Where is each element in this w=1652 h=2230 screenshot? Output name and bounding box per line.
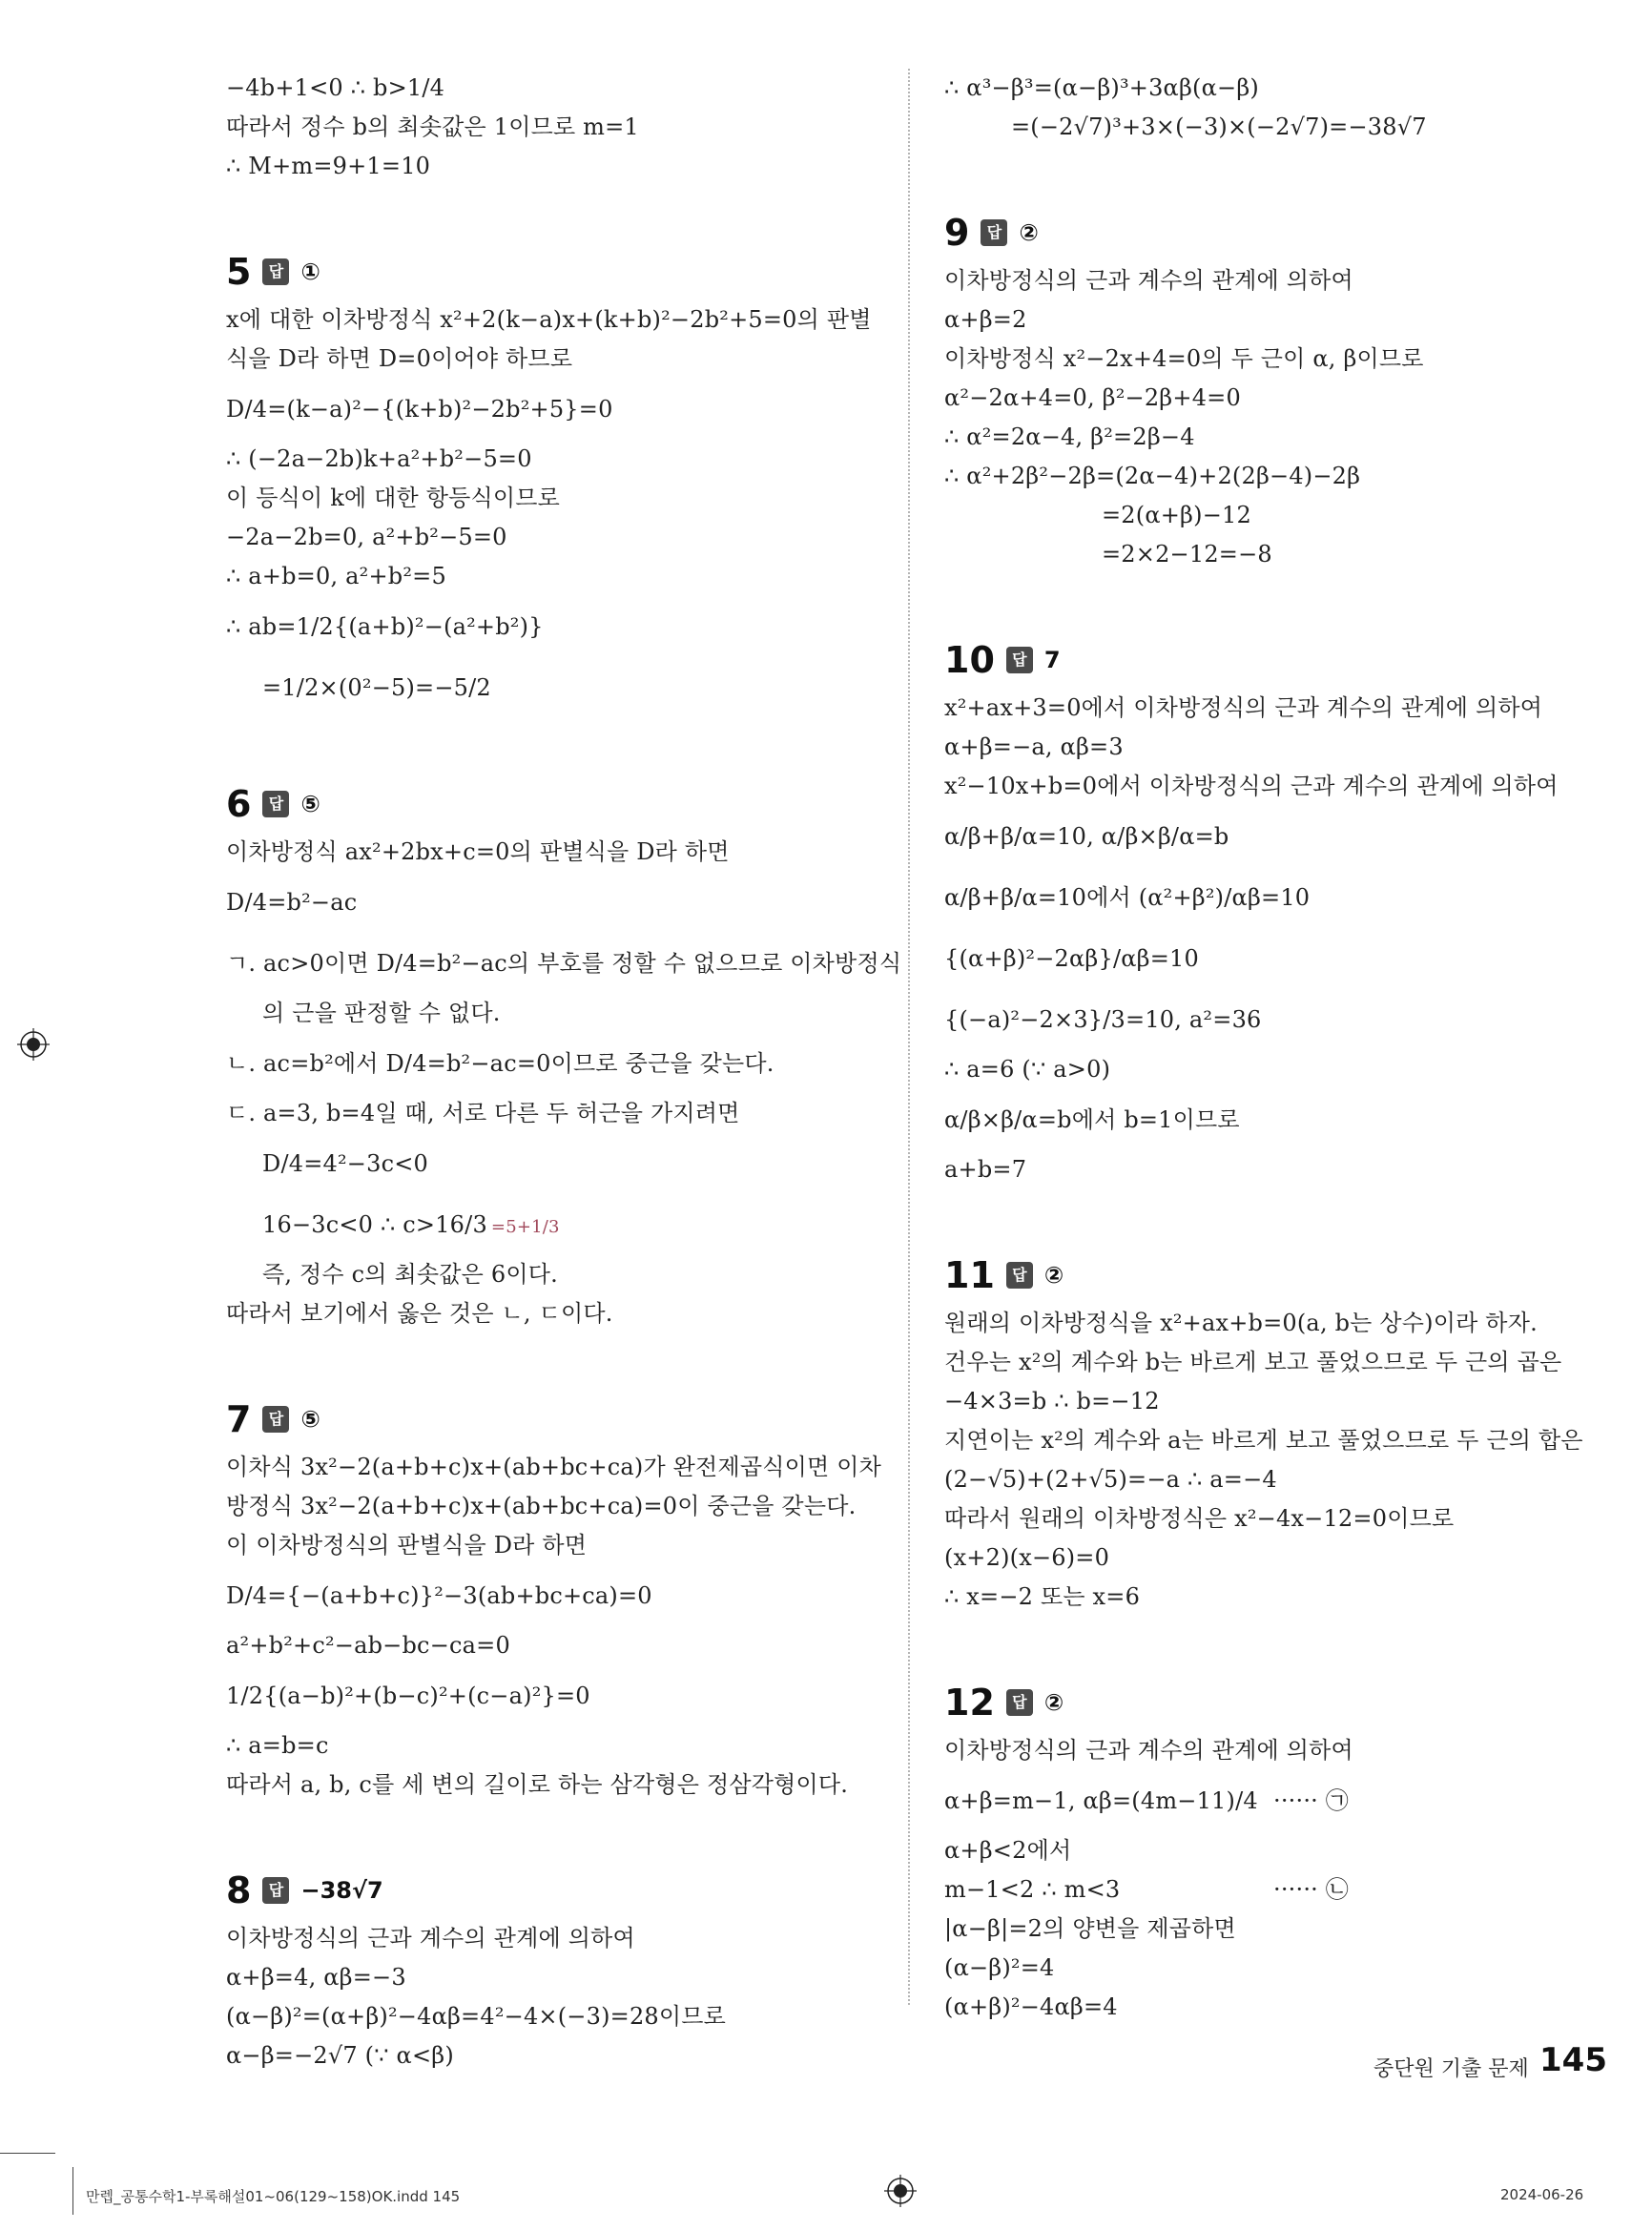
- section-gap: [944, 574, 1612, 633]
- problem-number: 10: [944, 639, 995, 681]
- solution-line: [944, 1421, 1612, 1460]
- solution-line: [944, 767, 1612, 806]
- solution-line: [944, 1870, 1612, 1910]
- crop-mark: [0, 2153, 55, 2154]
- solution-text: ∴ ab=1/2{(a+b)²−(a²+b²)}: [226, 613, 544, 640]
- solution-line: [944, 535, 1612, 574]
- solution-line: [226, 1448, 894, 1487]
- solution-line: [944, 1150, 1612, 1189]
- solution-text: =(−2√7)³+3×(−3)×(−2√7)=−38√7: [1011, 114, 1427, 140]
- solution-line: [944, 1382, 1612, 1421]
- solution-line: [944, 728, 1612, 767]
- solution-text: 의 근을 판정할 수 없다.: [262, 1000, 501, 1026]
- solution-line: [944, 379, 1612, 418]
- section-gap: [226, 1805, 894, 1864]
- solution-text: ∴ α²+2β²−2β=(2α−4)+2(2β−4)−2β: [944, 463, 1361, 489]
- solution-line: [226, 1765, 894, 1805]
- equation-tag: ······ ㉡: [1273, 1876, 1350, 1903]
- solution-line: [944, 1988, 1612, 2027]
- solution-text: 이차방정식의 근과 계수의 관계에 의하여: [944, 267, 1353, 294]
- solution-line: [944, 300, 1612, 340]
- solution-line: [226, 994, 894, 1033]
- solution-line: [226, 69, 894, 108]
- solution-line: [226, 1958, 894, 1997]
- problem-number: 7: [226, 1398, 252, 1440]
- column-divider: [908, 69, 910, 2005]
- problem-number: 12: [944, 1682, 995, 1724]
- solution-line: [944, 1578, 1612, 1617]
- solution-text: α/β×β/α=b에서 b=1이므로: [944, 1106, 1240, 1133]
- solution-line: [944, 1910, 1612, 1949]
- solution-line: [226, 872, 894, 933]
- problem-number: 8: [226, 1869, 252, 1911]
- solution-text: −2a−2b=0, a²+b²−5=0: [226, 524, 507, 550]
- solution-text: ∴ (−2a−2b)k+a²+b²−5=0: [226, 445, 532, 472]
- solution-text: 원래의 이차방정식을 x²+ax+b=0(a, b는 상수)이라 하자.: [944, 1310, 1538, 1336]
- solution-text: α−β=−2√7 (∵ α<β): [226, 2042, 454, 2069]
- solution-line: [944, 989, 1612, 1050]
- solution-text: α+β=4, αβ=−3: [226, 1964, 406, 1991]
- solution-line: [944, 108, 1612, 147]
- solution-text: 16−3c<0 ∴ c>16/3: [262, 1211, 487, 1238]
- solution-line: [226, 440, 894, 479]
- solution-line: [944, 340, 1612, 379]
- solution-line: [226, 1487, 894, 1526]
- section-gap: [944, 1617, 1612, 1676]
- section-gap: [944, 1189, 1612, 1249]
- solution-line: [226, 1194, 894, 1255]
- solution-line: [226, 1033, 894, 1094]
- solution-text: D/4=(k−a)²−{(k+b)²−2b²+5}=0: [226, 396, 613, 423]
- solution-line: [226, 2036, 894, 2075]
- solution-line: [944, 1731, 1612, 1770]
- solution-text: ∴ α²=2α−4, β²=2β−4: [944, 423, 1195, 450]
- solution-line: [226, 1094, 894, 1133]
- page-number: 145: [1539, 2041, 1607, 2079]
- problem-number: 11: [944, 1254, 995, 1296]
- answer-badge: 답: [262, 791, 289, 817]
- problem-header: [226, 1864, 894, 1917]
- solution-line: [944, 69, 1612, 108]
- solution-text: 따라서 보기에서 옳은 것은 ㄴ, ㄷ이다.: [226, 1300, 613, 1327]
- solution-text: ∴ a=6 (∵ a>0): [944, 1056, 1111, 1083]
- solution-text: α+β=−a, αβ=3: [944, 733, 1124, 760]
- solution-text: ㄱ. ac>0이면 D/4=b²−ac의 부호를 정할 수 없으므로 이차방정식: [226, 950, 902, 977]
- solution-text: α/β+β/α=10에서 (α²+β²)/αβ=10: [944, 884, 1311, 911]
- problem-number: 9: [944, 212, 970, 254]
- solution-line: [226, 596, 894, 657]
- solution-text: −4×3=b ∴ b=−12: [944, 1388, 1160, 1414]
- solution-text: 이차방정식의 근과 계수의 관계에 의하여: [944, 1737, 1353, 1764]
- solution-text: (x+2)(x−6)=0: [944, 1544, 1110, 1571]
- solution-line: [944, 1343, 1612, 1382]
- print-file-info: 만렙_공통수학1-부록해설01~06(129~158)OK.indd 145: [86, 2188, 461, 2205]
- solution-line: [944, 1770, 1612, 1831]
- solution-text: {(α+β)²−2αβ}/αβ=10: [944, 945, 1199, 972]
- solution-text: −4b+1<0 ∴ b>1/4: [226, 74, 445, 101]
- solution-text: 이차방정식 ax²+2bx+c=0의 판별식을 D라 하면: [226, 838, 730, 865]
- solution-text: (2−√5)+(2+√5)=−a ∴ a=−4: [944, 1466, 1277, 1493]
- left-column: [226, 69, 902, 2075]
- solution-line: [226, 479, 894, 518]
- solution-line: [226, 557, 894, 596]
- solution-text: ∴ α³−β³=(α−β)³+3αβ(α−β): [944, 74, 1259, 101]
- solution-text: 식을 D라 하면 D=0이어야 하므로: [226, 345, 573, 372]
- solution-line: [226, 1626, 894, 1665]
- solution-line: [944, 1089, 1612, 1150]
- solution-line: [944, 496, 1612, 535]
- solution-text: x에 대한 이차방정식 x²+2(k−a)x+(k+b)²−2b²+5=0의 판별: [226, 306, 872, 333]
- answer-value: ②: [1043, 1262, 1064, 1289]
- solution-text: 지연이는 x²의 계수와 a는 바르게 보고 풀었으므로 두 근의 합은: [944, 1427, 1583, 1454]
- solution-line: [944, 689, 1612, 728]
- solution-text: a²+b²+c²−ab−bc−ca=0: [226, 1632, 510, 1659]
- solution-text: α/β+β/α=10, α/β×β/α=b: [944, 823, 1229, 850]
- problem-header: [226, 245, 894, 299]
- solution-text: |α−β|=2의 양변을 제곱하면: [944, 1915, 1236, 1942]
- solution-text: D/4={−(a+b+c)}²−3(ab+bc+ca)=0: [226, 1582, 652, 1609]
- solution-text: ∴ x=−2 또는 x=6: [944, 1583, 1141, 1610]
- answer-value: ⑤: [300, 1406, 320, 1433]
- solution-text: α+β=m−1, αβ=(4m−11)/4: [944, 1787, 1258, 1814]
- equation-tag: ······ ㉠: [1273, 1787, 1350, 1814]
- solution-line: [944, 928, 1612, 989]
- solution-line: [226, 1526, 894, 1565]
- registration-mark-icon: [17, 1028, 50, 1061]
- solution-line: [226, 300, 894, 340]
- problem-header: [944, 1249, 1612, 1302]
- answer-value: ①: [300, 258, 320, 285]
- answer-value: ⑤: [300, 791, 320, 817]
- solution-text: 즉, 정수 c의 최솟값은 6이다.: [262, 1261, 558, 1288]
- solution-text: ㄴ. ac=b²에서 D/4=b²−ac=0이므로 중근을 갖는다.: [226, 1050, 774, 1077]
- solution-text: 따라서 정수 b의 최솟값은 1이므로 m=1: [226, 114, 639, 140]
- print-date: 2024-06-26: [1500, 2186, 1584, 2203]
- solution-line: [944, 1460, 1612, 1499]
- solution-line: [944, 867, 1612, 928]
- margin-note: =5+1/3: [490, 1217, 560, 1237]
- solution-text: 이차방정식의 근과 계수의 관계에 의하여: [226, 1925, 635, 1951]
- solution-line: [944, 1050, 1612, 1089]
- solution-text: 이 이차방정식의 판별식을 D라 하면: [226, 1532, 588, 1559]
- solution-text: ㄷ. a=3, b=4일 때, 서로 다른 두 허근을 가지려면: [226, 1100, 740, 1126]
- solution-line: [226, 340, 894, 379]
- section-gap: [226, 718, 894, 777]
- solution-text: (α+β)²−4αβ=4: [944, 1993, 1118, 2020]
- solution-line: [944, 418, 1612, 457]
- section-gap: [944, 147, 1612, 206]
- solution-text: =2×2−12=−8: [1102, 541, 1272, 568]
- answer-badge: 답: [262, 1877, 289, 1904]
- solution-text: 방정식 3x²−2(a+b+c)x+(ab+bc+ca)=0이 중근을 갖는다.: [226, 1493, 857, 1519]
- right-column: [944, 69, 1612, 2027]
- solution-text: (α−β)²=(α+β)²−4αβ=4²−4×(−3)=28이므로: [226, 2003, 727, 2030]
- solution-text: α²−2α+4=0, β²−2β+4=0: [944, 384, 1241, 411]
- solution-line: [226, 1294, 894, 1333]
- solution-text: 건우는 x²의 계수와 b는 바르게 보고 풀었으므로 두 근의 곱은: [944, 1349, 1562, 1375]
- answer-badge: 답: [262, 258, 289, 285]
- answer-value: −38√7: [300, 1877, 383, 1904]
- solution-text: D/4=b²−ac: [226, 889, 358, 916]
- solution-text: ∴ a+b=0, a²+b²=5: [226, 563, 446, 589]
- solution-line: [226, 1997, 894, 2036]
- solution-text: 이차방정식 x²−2x+4=0의 두 근이 α, β이므로: [944, 345, 1424, 372]
- problem-number: 6: [226, 783, 252, 825]
- solution-line: [226, 518, 894, 557]
- answer-badge: 답: [1006, 647, 1033, 673]
- solution-line: [226, 1565, 894, 1626]
- solution-text: 이차식 3x²−2(a+b+c)x+(ab+bc+ca)가 완전제곱식이면 이차: [226, 1454, 881, 1480]
- solution-text: x²−10x+b=0에서 이차방정식의 근과 계수의 관계에 의하여: [944, 773, 1559, 799]
- solution-line: [944, 261, 1612, 300]
- solution-text: D/4=4²−3c<0: [262, 1150, 428, 1177]
- problem-header: [944, 633, 1612, 687]
- solution-line: [226, 933, 902, 994]
- section-label: 중단원 기출 문제: [1373, 2057, 1529, 2081]
- solution-line: [944, 1831, 1612, 1870]
- solution-text: ∴ M+m=9+1=10: [226, 153, 431, 179]
- problem-number: 5: [226, 251, 252, 293]
- solution-text: a+b=7: [944, 1156, 1027, 1183]
- solution-line: [944, 806, 1612, 867]
- crop-mark: [72, 2167, 73, 2215]
- section-gap: [226, 1333, 894, 1393]
- solution-text: m−1<2 ∴ m<3: [944, 1876, 1121, 1903]
- answer-value: ②: [1043, 1689, 1064, 1716]
- answer-badge: 답: [1006, 1689, 1033, 1716]
- registration-mark-icon: [884, 2175, 917, 2207]
- answer-value: ②: [1019, 219, 1039, 246]
- section-gap: [226, 186, 894, 245]
- solution-text: (α−β)²=4: [944, 1954, 1055, 1981]
- problem-header: [944, 206, 1612, 259]
- answer-badge: 답: [262, 1406, 289, 1433]
- solution-text: ∴ a=b=c: [226, 1732, 329, 1759]
- solution-line: [226, 1919, 894, 1958]
- solution-line: [944, 1499, 1612, 1538]
- solution-text: 따라서 a, b, c를 세 변의 길이로 하는 삼각형은 정삼각형이다.: [226, 1771, 849, 1798]
- solution-line: [226, 1726, 894, 1765]
- answer-badge: 답: [1006, 1262, 1033, 1289]
- solution-line: [226, 1133, 894, 1194]
- answer-value: 7: [1043, 647, 1061, 673]
- solution-line: [944, 1949, 1612, 1988]
- solution-text: x²+ax+3=0에서 이차방정식의 근과 계수의 관계에 의하여: [944, 694, 1543, 721]
- solution-line: [226, 108, 894, 147]
- solution-line: [944, 457, 1612, 496]
- problem-header: [226, 1393, 894, 1446]
- solution-text: α+β=2: [944, 306, 1027, 333]
- solution-text: {(−a)²−2×3}/3=10, a²=36: [944, 1006, 1262, 1033]
- solution-text: 따라서 원래의 이차방정식은 x²−4x−12=0이므로: [944, 1505, 1455, 1532]
- solution-line: [226, 147, 894, 186]
- solution-line: [226, 833, 894, 872]
- problem-header: [944, 1676, 1612, 1729]
- solution-line: [226, 1665, 894, 1726]
- solution-text: =1/2×(0²−5)=−5/2: [262, 674, 491, 701]
- problem-header: [226, 777, 894, 831]
- solution-text: 이 등식이 k에 대한 항등식이므로: [226, 485, 561, 511]
- solution-text: α+β<2에서: [944, 1837, 1072, 1864]
- answer-badge: 답: [981, 219, 1007, 246]
- solution-text: =2(α+β)−12: [1102, 502, 1251, 528]
- solution-text: 1/2{(a−b)²+(b−c)²+(c−a)²}=0: [226, 1683, 590, 1709]
- solution-line: [944, 1538, 1612, 1578]
- solution-line: [226, 657, 894, 718]
- solution-line: [226, 1255, 894, 1294]
- solution-line: [226, 379, 894, 440]
- solution-line: [944, 1304, 1612, 1343]
